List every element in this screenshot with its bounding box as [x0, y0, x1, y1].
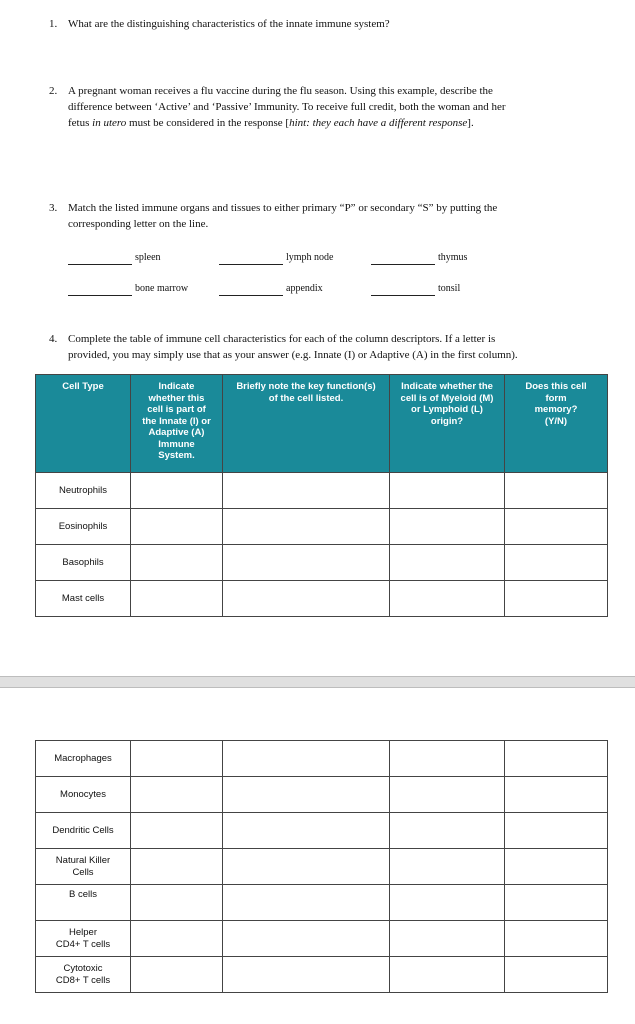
- question-line: corresponding letter on the line.: [68, 218, 209, 230]
- table-row: [36, 509, 608, 545]
- question-number: 3.: [49, 202, 58, 214]
- answer-cell[interactable]: [505, 849, 608, 885]
- italic-text: in utero: [92, 117, 127, 129]
- cell-type-line: Cytotoxic: [63, 962, 103, 974]
- header-line: Indicate whether the: [401, 381, 493, 392]
- question-line: [68, 115, 588, 131]
- cell-type-line: Monocytes: [60, 788, 106, 800]
- organ-label: tonsil: [438, 283, 461, 294]
- answer-cell[interactable]: [131, 849, 223, 885]
- header-innate-adaptive: [131, 375, 223, 473]
- header-line: cell is of Myeloid (M): [400, 392, 494, 404]
- organ-label: appendix: [286, 283, 323, 294]
- header-line: Indicate: [158, 381, 195, 392]
- answer-cell[interactable]: [505, 957, 608, 993]
- answer-cell[interactable]: [223, 921, 390, 957]
- header-memory: [505, 375, 608, 473]
- answer-cell[interactable]: [131, 509, 223, 545]
- table-row: [36, 813, 608, 849]
- question-line: Match the listed immune organs and tissues to either primary “P” or secondary “S” by putting the: [68, 202, 498, 214]
- answer-cell[interactable]: [390, 473, 505, 509]
- cell-type-name: [36, 885, 131, 921]
- answer-cell[interactable]: [505, 813, 608, 849]
- answer-cell[interactable]: [505, 581, 608, 617]
- table-header-row: [36, 375, 608, 473]
- header-line: Immune: [158, 438, 195, 450]
- question-line: provided, you may simply use that as your answer (e.g. Innate (I) or Adaptive (A) in the first column).: [68, 349, 518, 361]
- header-line: Briefly note the key function(s): [236, 381, 376, 392]
- header-line: of the cell listed.: [268, 392, 344, 404]
- answer-cell[interactable]: [223, 581, 390, 617]
- cell-type-name: Basophils: [36, 545, 131, 581]
- answer-blank[interactable]: [68, 263, 132, 265]
- answer-cell[interactable]: [223, 813, 390, 849]
- answer-cell[interactable]: [390, 741, 505, 777]
- answer-cell[interactable]: [505, 921, 608, 957]
- header-myeloid-lymphoid: [390, 375, 505, 473]
- cell-type-line: B cells: [69, 889, 97, 900]
- answer-cell[interactable]: [223, 545, 390, 581]
- cell-type-name: [36, 813, 131, 849]
- question-text: What are the distinguishing characteristics of the innate immune system?: [68, 18, 390, 30]
- header-line: whether this: [148, 392, 205, 404]
- answer-cell[interactable]: [131, 741, 223, 777]
- organ-label: lymph node: [286, 252, 334, 263]
- cell-type-line: CD8+ T cells: [55, 974, 111, 986]
- cell-type-line: Cells: [72, 866, 94, 878]
- answer-cell[interactable]: [223, 509, 390, 545]
- table-row: [36, 741, 608, 777]
- cell-type-name: [36, 849, 131, 885]
- cell-type-name: Eosinophils: [36, 509, 131, 545]
- header-line: origin?: [430, 415, 464, 427]
- header-line: System.: [158, 450, 195, 461]
- table-row: [36, 921, 608, 957]
- question-text: [68, 331, 588, 363]
- cell-type-name: Neutrophils: [36, 473, 131, 509]
- answer-cell[interactable]: [131, 473, 223, 509]
- cell-type-name: [36, 777, 131, 813]
- header-cell-type: [36, 375, 131, 473]
- cell-type-line: Helper: [69, 926, 97, 938]
- question-number: 1.: [49, 18, 58, 30]
- table-row: [36, 473, 608, 509]
- answer-blank[interactable]: [371, 263, 435, 265]
- cell-table-top: [35, 374, 608, 617]
- answer-cell[interactable]: [131, 957, 223, 993]
- answer-cell[interactable]: [505, 509, 608, 545]
- answer-cell[interactable]: [131, 777, 223, 813]
- page-divider: [0, 676, 635, 688]
- organ-label: spleen: [135, 252, 161, 263]
- cell-type-line: CD4+ T cells: [55, 938, 111, 950]
- answer-cell[interactable]: [390, 885, 505, 921]
- cell-type-name: Mast cells: [36, 581, 131, 617]
- answer-cell[interactable]: [505, 545, 608, 581]
- answer-cell[interactable]: [131, 545, 223, 581]
- header-key-function: [223, 375, 390, 473]
- answer-cell[interactable]: [131, 921, 223, 957]
- header-line: (Y/N): [544, 415, 568, 427]
- header-line: Adaptive (A): [148, 427, 205, 438]
- organ-label: thymus: [438, 252, 468, 263]
- answer-cell[interactable]: [223, 849, 390, 885]
- answer-blank[interactable]: [371, 294, 435, 296]
- answer-cell[interactable]: [223, 473, 390, 509]
- answer-cell[interactable]: [390, 777, 505, 813]
- answer-cell[interactable]: [223, 885, 390, 921]
- header-line: form: [545, 392, 567, 404]
- header-line: or Lymphoid (L): [411, 404, 483, 415]
- cell-type-line: Dendritic Cells: [52, 824, 114, 836]
- answer-cell[interactable]: [223, 741, 390, 777]
- answer-cell[interactable]: [505, 741, 608, 777]
- answer-blank[interactable]: [219, 263, 283, 265]
- answer-blank[interactable]: [219, 294, 283, 296]
- answer-cell[interactable]: [390, 849, 505, 885]
- table-row: [36, 581, 608, 617]
- text-run: must be considered in the response [: [126, 117, 290, 129]
- table-row: [36, 545, 608, 581]
- cell-table-bottom: [35, 740, 608, 993]
- answer-cell[interactable]: [390, 957, 505, 993]
- answer-cell[interactable]: [390, 921, 505, 957]
- cell-type-name: [36, 741, 131, 777]
- answer-cell[interactable]: [223, 957, 390, 993]
- answer-cell[interactable]: [505, 885, 608, 921]
- question-text: [68, 83, 588, 131]
- question-line: A pregnant woman receives a flu vaccine during the flu season. Using this example, describe the: [68, 85, 493, 97]
- question-line: Complete the table of immune cell characteristics for each of the column descriptors. If a letter is: [68, 333, 496, 345]
- header-line: memory?: [534, 404, 578, 415]
- cell-type-line: Macrophages: [54, 752, 112, 764]
- cell-type-name: [36, 957, 131, 993]
- answer-cell[interactable]: [131, 813, 223, 849]
- table-row: [36, 885, 608, 921]
- answer-cell[interactable]: [390, 581, 505, 617]
- question-number: 4.: [49, 333, 58, 345]
- table-row: [36, 777, 608, 813]
- header-line: Cell Type: [62, 381, 104, 392]
- header-line: cell is part of: [147, 404, 206, 415]
- text-run: ].: [467, 117, 474, 129]
- answer-cell[interactable]: [131, 885, 223, 921]
- text-run: fetus: [68, 117, 93, 129]
- table-row: [36, 957, 608, 993]
- answer-cell[interactable]: [131, 581, 223, 617]
- question-number: 2.: [49, 85, 58, 97]
- header-line: Does this cell: [525, 381, 587, 392]
- answer-cell[interactable]: [505, 473, 608, 509]
- answer-blank[interactable]: [68, 294, 132, 296]
- hint-text: hint: they each have a different response: [289, 117, 468, 129]
- table-row: [36, 849, 608, 885]
- answer-cell[interactable]: [223, 777, 390, 813]
- answer-cell[interactable]: [390, 813, 505, 849]
- header-line: the Innate (I) or: [142, 415, 211, 427]
- answer-cell[interactable]: [390, 545, 505, 581]
- cell-type-name: [36, 921, 131, 957]
- question-text: [68, 200, 588, 232]
- cell-type-line: Natural Killer: [55, 854, 111, 866]
- organ-label: bone marrow: [135, 283, 189, 294]
- answer-cell[interactable]: [505, 777, 608, 813]
- question-line: difference between ‘Active’ and ‘Passive’ Immunity. To receive full credit, both the woman and her: [68, 101, 506, 113]
- answer-cell[interactable]: [390, 509, 505, 545]
